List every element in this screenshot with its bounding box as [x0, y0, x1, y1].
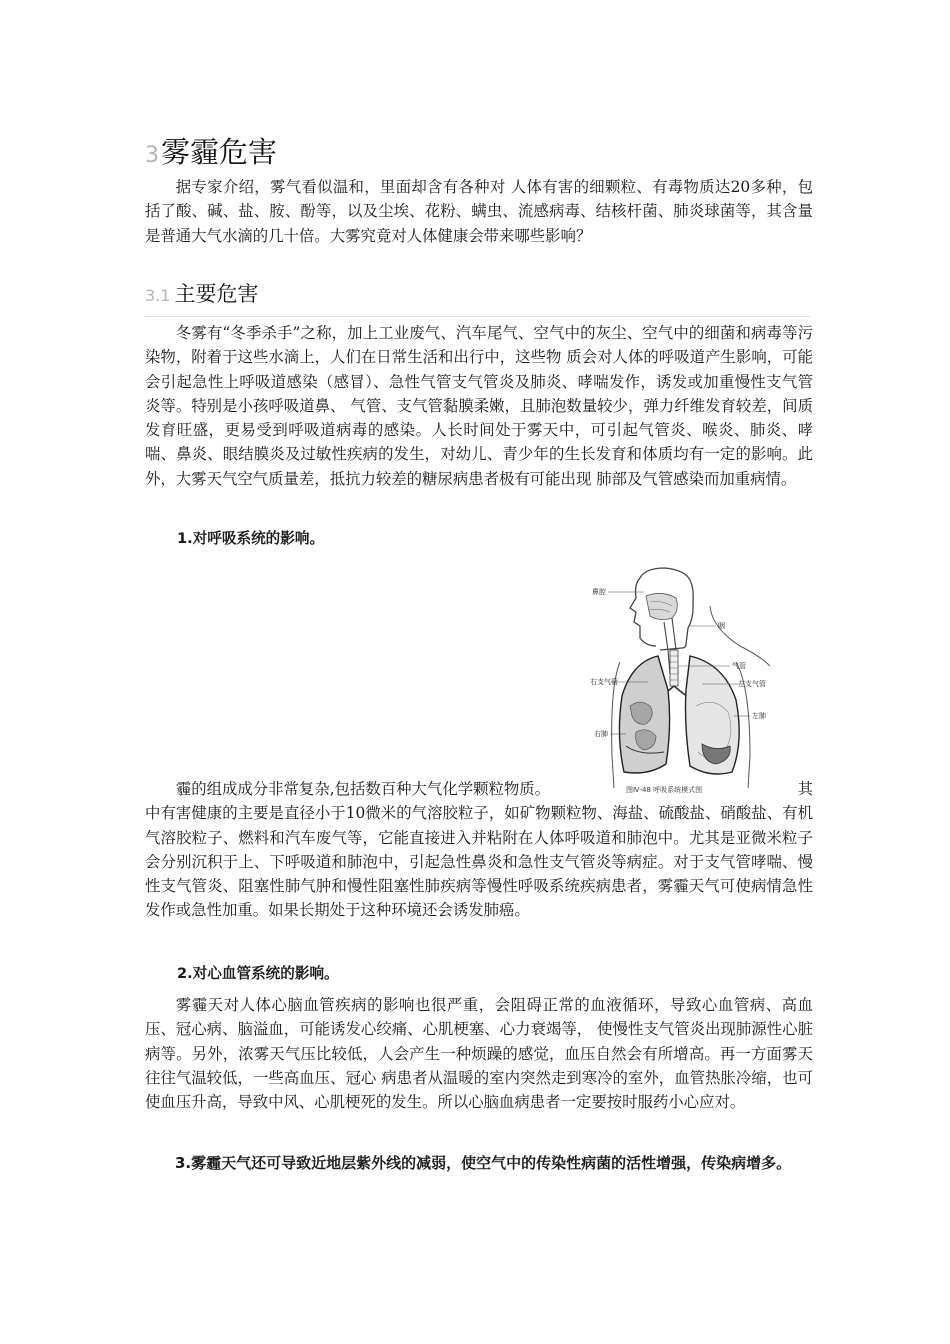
label-throat: 咽 — [718, 622, 725, 630]
label-lung-left: 左肺 — [752, 712, 766, 720]
subsection-cardiovascular-title: 2.对心血管系统的影响。 — [177, 965, 339, 982]
section-heading-3 — [145, 132, 277, 176]
heading-number: 3 — [145, 143, 159, 168]
respiratory-system-figure — [590, 566, 776, 798]
heading-number: 3.1 — [145, 286, 171, 305]
heading-title: 主要危害 — [174, 282, 259, 306]
respiratory-paragraph — [145, 777, 813, 923]
respiratory-lead: 霾的组成成分非常复杂,包括数百种大气化学颗粒物质。 — [175, 780, 551, 798]
label-right-bronchus: 右支气管 — [590, 678, 618, 686]
main-hazard-paragraph: 冬雾有“冬季杀手”之称，加上工业废气、汽车尾气、空气中的灰尘、空气中的细菌和病毒等污染物，附着于这些水滴上，人们在日常生活和出行中，这些物 质会对人体的呼吸道产生影响，可能会引起急性上呼吸道感染（感冒）、急性气管支气管炎及肺炎、哮喘发作，诱发或加重慢性支气管炎等。特别是小孩呼吸道鼻、 气管、支气管黏膜柔嫩，且肺泡数量较少，弹力纤维发育较差，间质发育旺盛，更易受到呼吸道病毒的感染。人长时间处于雾天中，可引起气管炎、喉炎、肺炎、哮喘、鼻炎、眼结膜炎及过敏性疾病的发生，对幼儿、青少年的生长发育和体质均有一定的影响。此外，大雾天气空气质量差，抵抗力较差的糖尿病患者极有可能出现 肺部及气管感染而加重病情。 — [145, 324, 813, 488]
heading-divider — [145, 316, 810, 317]
respiratory-first-line — [145, 777, 813, 801]
figure-caption: 图Ⅳ-48 呼吸系统模式图 — [626, 786, 703, 794]
label-nose: 鼻腔 — [592, 588, 606, 596]
section-heading-3-1 — [145, 279, 258, 311]
label-lung-right: 右肺 — [594, 730, 608, 738]
respiratory-body: 中有害健康的主要是直径小于10微米的气溶胶粒子，如矿物颗粒物、海盐、硫酸盐、硝酸盐、有机气溶胶粒子、燃料和汽车废气等，它能直接进入并粘附在人体呼吸道和肺泡中。尤其是亚微米粒子会分别沉积于上、下呼吸道和肺泡中，引起急性鼻炎和急性支气管炎等病症。对于支气管哮喘、慢性支气管炎、阻塞性肺气肿和慢性阻塞性肺疾病等慢性呼吸系统疾病患者，雾霾天气可使病情急性发作或急性加重。如果长期处于这种环境还会诱发肺癌。 — [145, 804, 813, 920]
cardiovascular-paragraph: 雾霾天对人体心脑血管疾病的影响也很严重，会阻碍正常的血液循环，导致心血管病、高血压、冠心病、脑溢血，可能诱发心绞痛、心肌梗塞、心力衰竭等， 使慢性支气管炎出现肺源性心脏病等。另外，浓雾天气压比较低，人会产生一种烦躁的感觉，血压自然会有所增高。再一方面雾天往往气温较低，一些高血压、冠心 病患者从温暖的室内突然走到寒冷的室外，血管热胀冷缩，也可使血压升高，导致中风、心肌梗死的发生。所以心脑血病患者一定要按时服药小心应对。 — [145, 996, 813, 1112]
subsection-respiratory-title: 1.对呼吸系统的影响。 — [177, 530, 325, 547]
intro-paragraph: 据专家介绍，雾气看似温和，里面却含有各种对 人体有害的细颗粒、有毒物质达20多种，包括了酸、碱、盐、胺、酚等，以及尘埃、花粉、螨虫、流感病毒、结核杆菌、肺炎球菌等，其含量是普通大气水滴的几十倍。大雾究竟对人体健康会带来哪些影响？ — [145, 178, 813, 245]
label-left-bronchus: 左支气管 — [738, 680, 766, 688]
label-trachea: 气管 — [732, 662, 746, 670]
subsection-uv-title: 3.雾霾天气还可导致近地层紫外线的减弱，使空气中的传染性病菌的活性增强，传染病增多。 — [175, 1154, 792, 1172]
heading-title: 雾霾危害 — [161, 135, 278, 169]
respiratory-tail: 其 — [797, 780, 813, 798]
